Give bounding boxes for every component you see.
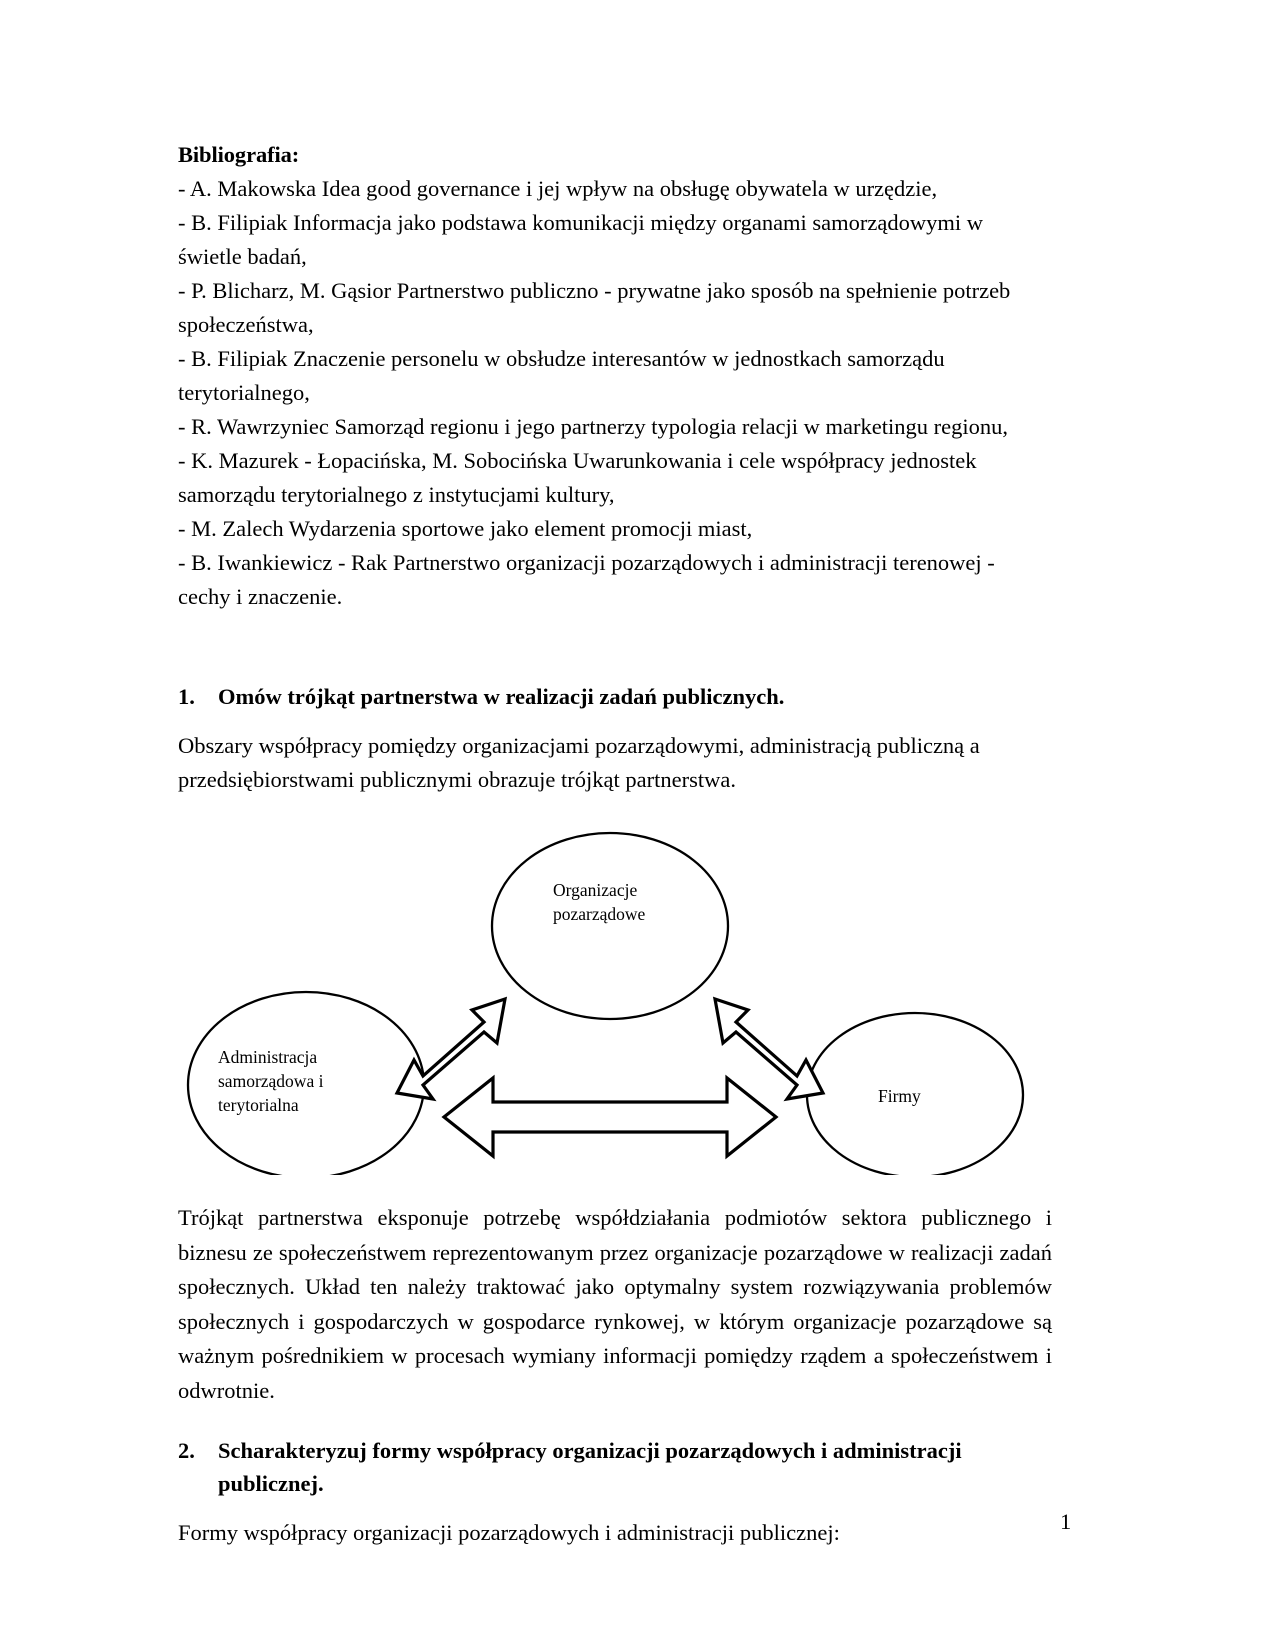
section-2-title: Scharakteryzuj formy współpracy organizacji pozarządowych i administracji publicznej. bbox=[218, 1438, 962, 1496]
bibliography-entry: - R. Wawrzyniec Samorząd regionu i jego partnerzy typologia relacji w marketingu regionu, bbox=[178, 414, 1008, 439]
section-1-intro: Obszary współpracy pomiędzy organizacjami pozarządowymi, administracją publiczną a przedsiębiorstwami publicznymi obrazuje trójkąt partnerstwa. bbox=[178, 733, 980, 792]
diagram-node-right bbox=[807, 1013, 1023, 1175]
diagram-connector-left-right bbox=[444, 1078, 776, 1156]
bibliography-entry: - K. Mazurek - Łopacińska, M. Sobocińska Uwarunkowania i cele współpracy jednostek samorządu terytorialnego z instytucjami kultury, bbox=[178, 448, 983, 507]
ellipse-organizacje-pozarzadowe bbox=[492, 833, 728, 1019]
node-left-label-line-3: terytorialna bbox=[218, 1095, 299, 1115]
node-left-label-line-1: Administracja bbox=[218, 1047, 318, 1067]
node-top-label-line-1: Organizacje bbox=[553, 880, 638, 900]
spacer bbox=[178, 797, 1052, 823]
bibliography-entry: - B. Filipiak Znaczenie personelu w obsłudze interesantów w jednostkach samorządu terytorialnego, bbox=[178, 346, 951, 405]
section-2-intro: Formy współpracy organizacji pozarządowych i administracji publicznej: bbox=[178, 1520, 840, 1545]
diagram-canvas bbox=[170, 823, 1050, 1175]
section-2-number: 2. bbox=[178, 1438, 195, 1463]
section-1-number: 1. bbox=[178, 684, 195, 709]
bibliography-entry: - P. Blicharz, M. Gąsior Partnerstwo publiczno - prywatne jako sposób na spełnienie potrzeb społeczeństwa, bbox=[178, 278, 1016, 337]
spacer bbox=[178, 614, 1052, 680]
diagram-node-top bbox=[492, 833, 728, 1019]
node-top-label-line-2: pozarządowe bbox=[553, 904, 646, 924]
bibliography-entry: - M. Zalech Wydarzenia sportowe jako element promocji miast, bbox=[178, 516, 753, 541]
bibliography-list bbox=[178, 172, 1052, 614]
bibliography-entry: - B. Filipiak Informacja jako podstawa komunikacji między organami samorządowymi w świetle badań, bbox=[178, 210, 989, 269]
bibliography-title: Bibliografia: bbox=[178, 142, 300, 167]
document-content bbox=[178, 138, 1052, 1550]
section-1-body: Trójkąt partnerstwa eksponuje potrzebę współdziałania podmiotów sektora publicznego i biznesu ze społeczeństwem reprezentowanym przez organizacje pozarządowe w realizacji zadań społecznych. Układ ten należy traktować jako optymalny system rozwiązywania problemów społecznych i gospodarczych w gospodarce rynkowej, w którym organizacje pozarządowe są ważnym pośrednikiem w procesach wymiany informacji pomiędzy rządem a społeczeństwem i odwrotnie. bbox=[178, 1205, 1052, 1403]
spacer bbox=[178, 1500, 1052, 1516]
section-1-heading bbox=[178, 680, 1052, 713]
diagram-node-left bbox=[188, 992, 424, 1175]
spacer bbox=[178, 713, 1052, 729]
section-2-heading bbox=[178, 1434, 1052, 1500]
spacer bbox=[178, 1408, 1052, 1434]
node-left-label-line-2: samorządowa i bbox=[218, 1071, 324, 1091]
bibliography-entry: - B. Iwankiewicz - Rak Partnerstwo organizacji pozarządowych i administracji terenowej - cechy i znaczenie. bbox=[178, 550, 1001, 609]
page-number: 1 bbox=[1060, 1509, 1072, 1534]
spacer bbox=[178, 1175, 1052, 1201]
section-1-title: Omów trójkąt partnerstwa w realizacji zadań publicznych. bbox=[218, 684, 785, 709]
node-right-label-line-1: Firmy bbox=[878, 1086, 921, 1106]
bibliography-entry: - A. Makowska Idea good governance i jej wpływ na obsługę obywatela w urzędzie, bbox=[178, 176, 938, 201]
double-arrow-left-right bbox=[444, 1078, 776, 1156]
partnership-triangle-diagram bbox=[178, 823, 1052, 1175]
